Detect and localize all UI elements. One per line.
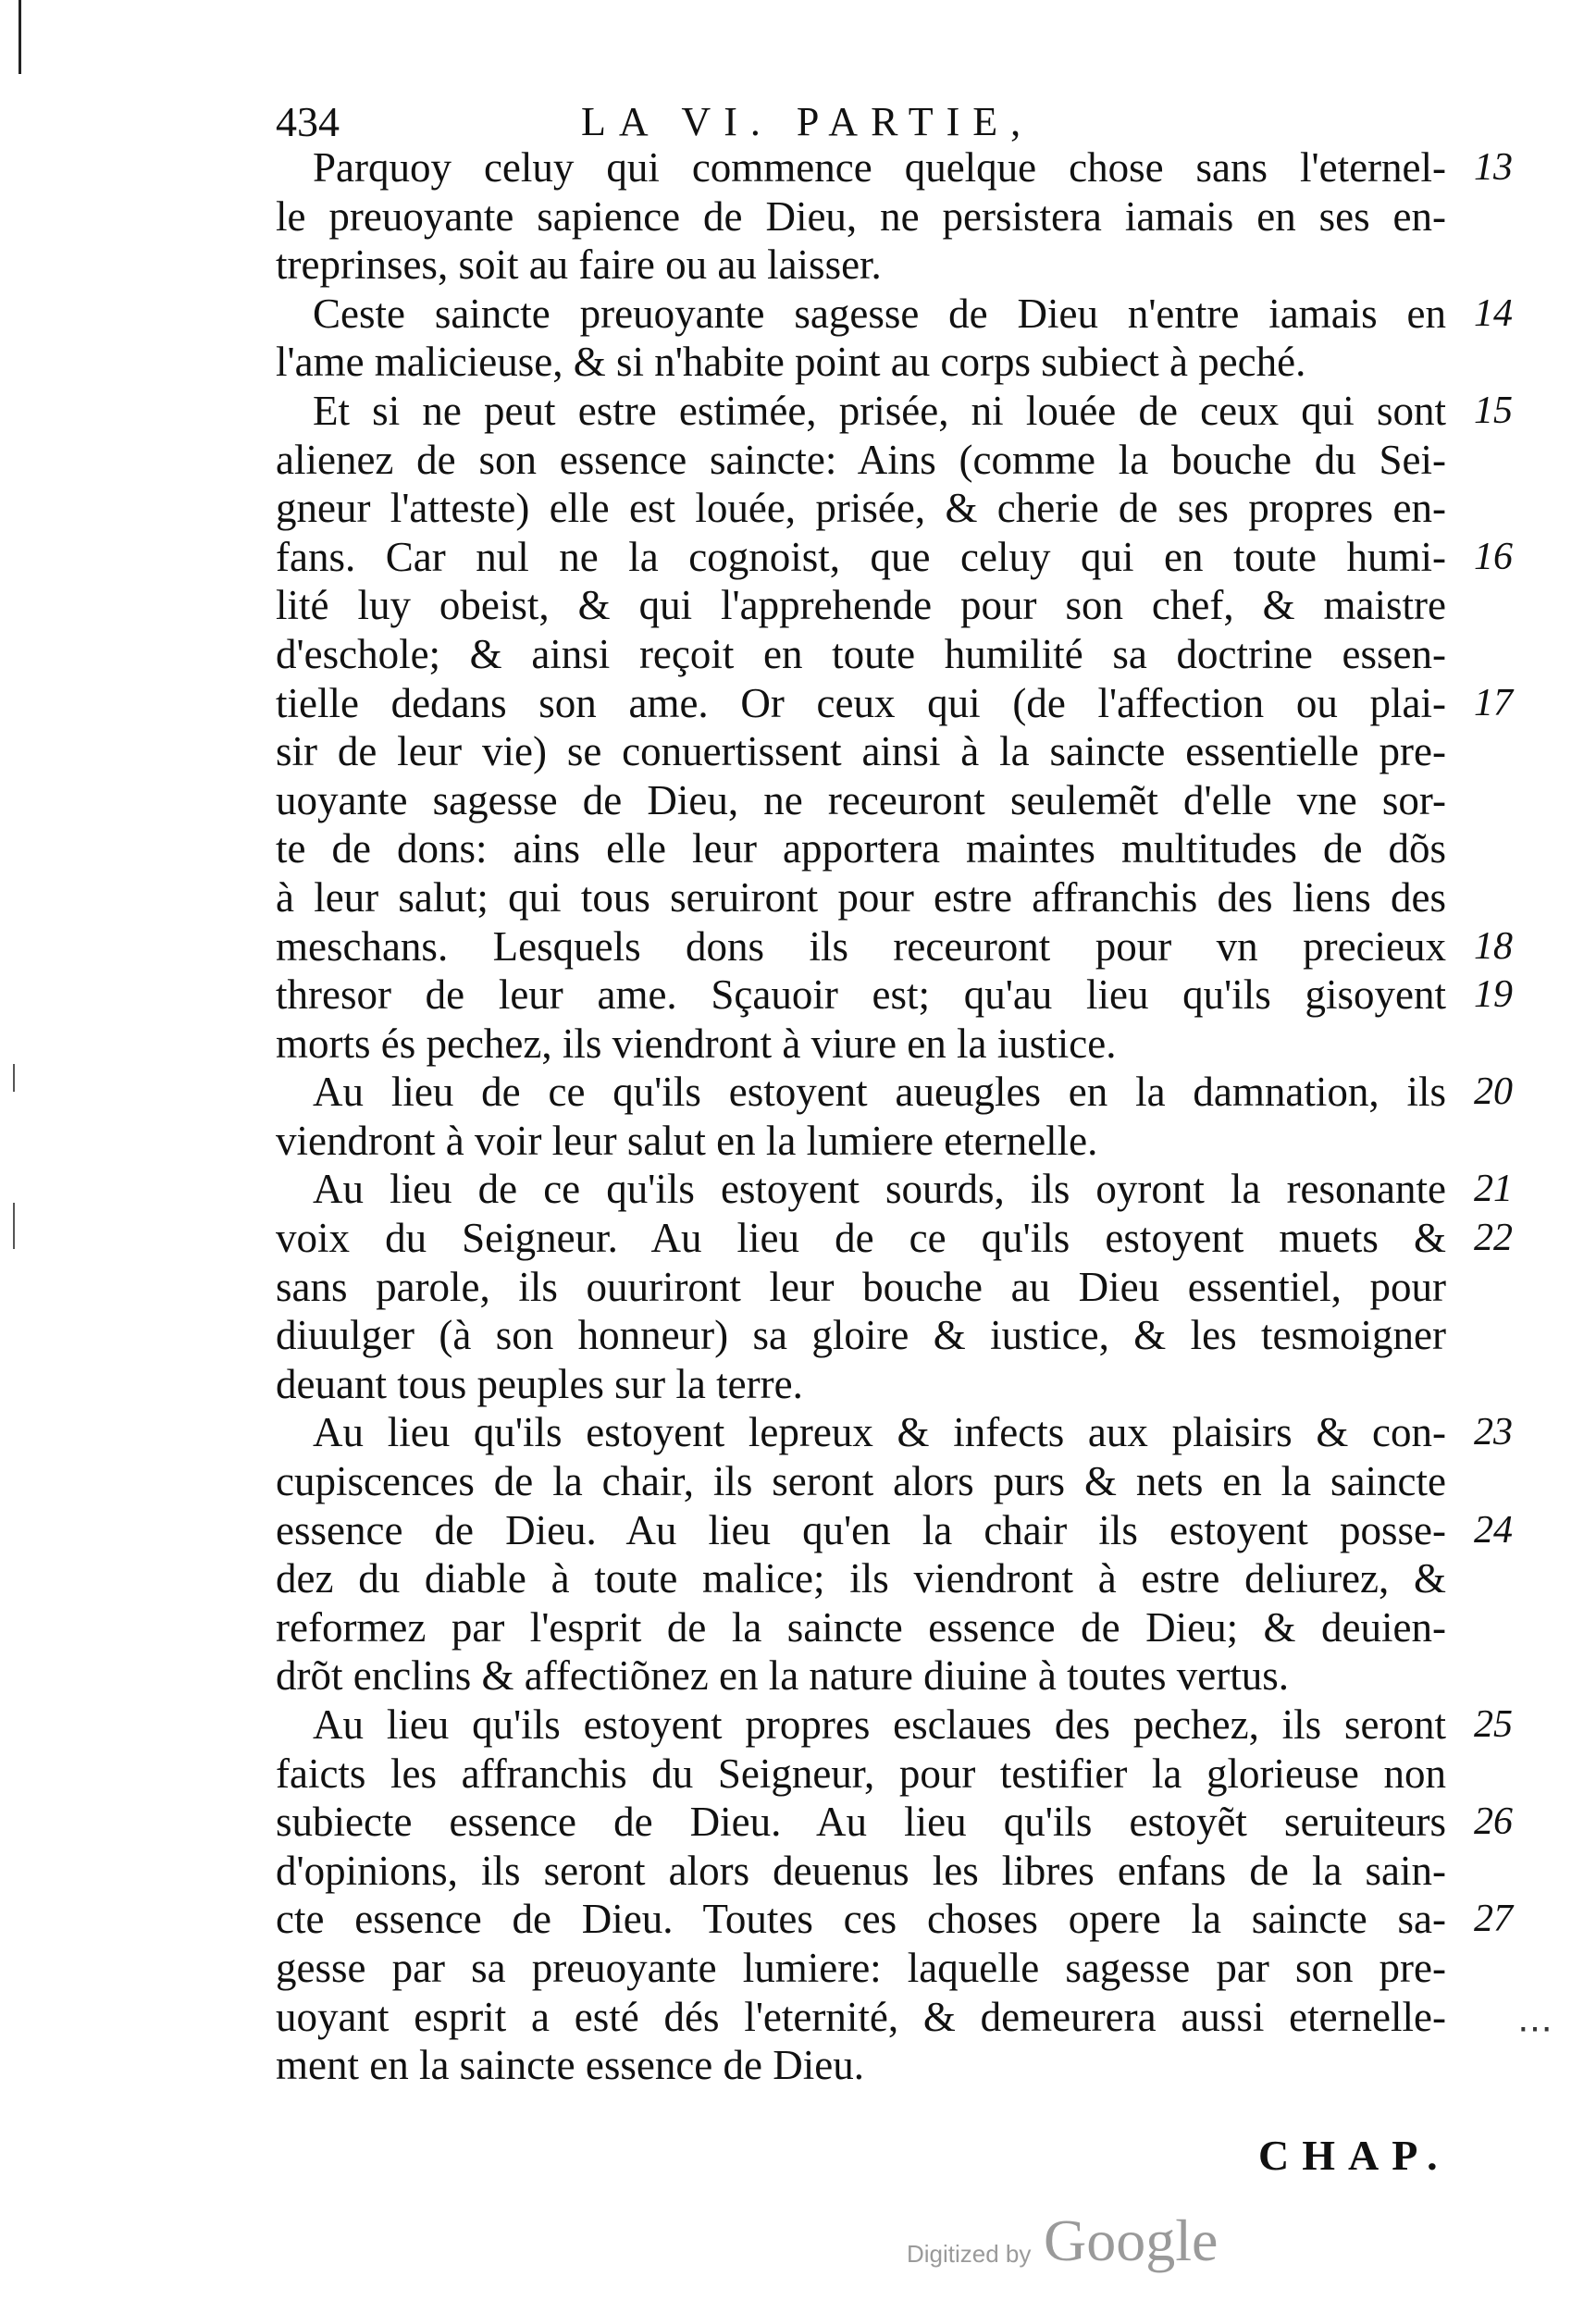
text-line — [276, 727, 1469, 776]
line-text: Et si ne peut estre estimée, prisée, ni louée de ceux qui sont — [313, 387, 1446, 434]
line-text: viendront à voir leur salut en la lumiere eternelle. — [276, 1117, 1098, 1164]
verse-number: 17 — [1474, 681, 1513, 724]
margin-mark — [13, 1064, 15, 1092]
line-text: reformez par l'esprit de la saincte essence de Dieu; & deuien- — [276, 1603, 1446, 1651]
text-line — [276, 1506, 1513, 1555]
google-logo: Google — [1044, 2208, 1219, 2273]
text-line — [276, 1263, 1469, 1312]
text-line — [276, 1020, 1469, 1069]
text-line — [276, 824, 1469, 873]
text-line — [276, 1117, 1469, 1166]
text-line — [276, 679, 1513, 728]
line-text: Parquoy celuy qui commence quelque chose sans l'eternel- — [313, 144, 1446, 191]
text-line — [276, 1068, 1513, 1117]
line-text: ment en la saincte essence de Dieu. — [276, 2042, 864, 2089]
verse-number: 19 — [1474, 973, 1513, 1017]
stray-ink-mark: ⋯ — [1517, 2010, 1553, 2048]
line-text: alienez de son essence saincte: Ains (comme la bouche du Sei- — [276, 436, 1446, 483]
line-text: le preuoyante sapience de Dieu, ne persistera iamais en ses en- — [276, 192, 1446, 240]
text-line — [276, 436, 1469, 485]
verse-number: 26 — [1474, 1800, 1513, 1844]
verse-number: 23 — [1474, 1411, 1513, 1454]
line-text: diuulger (à son honneur) sa gloire & iustice, & les tesmoigner — [276, 1312, 1446, 1359]
text-line — [276, 922, 1513, 971]
text-line — [276, 2041, 1469, 2090]
verse-number: 27 — [1474, 1898, 1513, 1941]
text-line — [276, 1554, 1469, 1603]
verse-number: 18 — [1474, 924, 1513, 968]
line-text: Au lieu qu'ils estoyent propres esclaues des pechez, ils seront — [313, 1701, 1446, 1748]
line-text: thresor de leur ame. Sçauoir est; qu'au lieu qu'ils gisoyent — [276, 971, 1446, 1019]
line-text: cupiscences de la chair, ils seront alors purs & nets en la saincte — [276, 1458, 1446, 1505]
line-text: Au lieu qu'ils estoyent lepreux & infects aux plaisirs & con- — [313, 1409, 1446, 1456]
text-line — [276, 1750, 1469, 1799]
line-text: uoyant esprit a esté dés l'eternité, & demeurera aussi eternelle- — [276, 1993, 1446, 2040]
text-line — [276, 1360, 1469, 1409]
line-text: sans parole, ils ouuriront leur bouche au Dieu essentiel, pour — [276, 1263, 1446, 1310]
line-text: lité luy obeist, & qui l'apprehende pour son chef, & maistre — [276, 582, 1446, 629]
running-head — [276, 94, 1469, 150]
verse-number: 16 — [1474, 535, 1513, 578]
text-line — [276, 1895, 1513, 1944]
text-line — [276, 1847, 1469, 1896]
verse-number: 15 — [1474, 389, 1513, 432]
verse-number: 21 — [1474, 1168, 1513, 1211]
line-text: Au lieu de ce qu'ils estoyent sourds, ils oyront la resonante — [313, 1166, 1446, 1213]
line-text: à leur salut; qui tous seruiront pour estre affranchis des liens des — [276, 873, 1446, 921]
text-line — [276, 1408, 1513, 1457]
text-line — [276, 1457, 1469, 1506]
text-line — [276, 290, 1513, 339]
text-line — [276, 1651, 1469, 1701]
line-text: fans. Car nul ne la cognoist, que celuy qui en toute humi- — [276, 533, 1446, 580]
line-text: treprinses, soit au faire ou au laisser. — [276, 241, 882, 289]
text-line — [276, 338, 1469, 387]
line-text: Au lieu de ce qu'ils estoyent aueugles en la damnation, ils — [313, 1069, 1446, 1116]
text-line — [276, 143, 1513, 192]
line-text: l'ame malicieuse, & si n'habite point au corps subiect à peché. — [276, 339, 1306, 386]
line-text: gesse par sa preuoyante lumiere: laquelle sagesse par son pre- — [276, 1944, 1446, 1991]
line-text: uoyante sagesse de Dieu, ne receuront seulemẽt d'elle vne sor- — [276, 776, 1446, 823]
text-line — [276, 776, 1469, 825]
text-line — [276, 1603, 1469, 1652]
verse-number: 24 — [1474, 1508, 1513, 1552]
line-text: te de dons: ains elle leur apportera maintes multitudes de dõs — [276, 825, 1446, 872]
line-text: d'eschole; & ainsi reçoit en toute humilité sa doctrine essen- — [276, 630, 1446, 677]
scan-edge-mark — [19, 0, 21, 74]
digitizer-label: Digitized by — [907, 2240, 1032, 2268]
text-line — [276, 387, 1513, 436]
line-text: gneur l'atteste) elle est louée, prisée, & cherie de ses propres en- — [276, 485, 1446, 532]
text-line — [276, 1944, 1469, 1993]
text-line — [276, 533, 1513, 582]
line-text: sir de leur vie) se conuertissent ainsi à la saincte essentielle pre- — [276, 728, 1446, 775]
verse-number: 13 — [1474, 146, 1513, 189]
text-line — [276, 873, 1469, 922]
line-text: d'opinions, ils seront alors deuenus les libres enfans de la sain- — [276, 1847, 1446, 1894]
page-number: 434 — [276, 98, 340, 145]
text-line — [276, 1311, 1469, 1360]
margin-mark — [13, 1203, 15, 1249]
verse-number: 25 — [1474, 1703, 1513, 1746]
text-line — [276, 1701, 1513, 1750]
line-text: deuant tous peuples sur la terre. — [276, 1360, 803, 1407]
verse-number: 20 — [1474, 1070, 1513, 1114]
line-text: drõt enclins & affectiõnez en la nature diuine à toutes vertus. — [276, 1652, 1290, 1700]
catchword: CHAP. — [1258, 2132, 1451, 2179]
line-text: essence de Dieu. Au lieu qu'en la chair ils estoyent posse- — [276, 1506, 1446, 1553]
page-body-text — [276, 143, 1513, 2090]
text-line — [276, 192, 1469, 241]
text-line — [276, 1993, 1469, 2042]
text-line — [276, 971, 1513, 1020]
line-text: meschans. Lesquels dons ils receuront pour vn precieux — [276, 922, 1446, 970]
line-text: voix du Seigneur. Au lieu de ce qu'ils estoyent muets & — [276, 1215, 1446, 1262]
line-text: morts és pechez, ils viendront à viure en la iustice. — [276, 1020, 1117, 1067]
line-text: Ceste saincte preuoyante sagesse de Dieu n'entre iamais en — [313, 290, 1446, 337]
header-title: LA VI. PARTIE, — [581, 99, 1034, 144]
text-line — [276, 1165, 1513, 1214]
text-line — [276, 581, 1469, 630]
line-text: cte essence de Dieu. Toutes ces choses opere la saincte sa- — [276, 1896, 1446, 1943]
line-text: subiecte essence de Dieu. Au lieu qu'ils estoyẽt seruiteurs — [276, 1799, 1446, 1846]
verse-number: 22 — [1474, 1217, 1513, 1260]
text-line — [276, 630, 1469, 679]
text-line — [276, 241, 1469, 290]
line-text: dez du diable à toute malice; ils viendront à estre deliurez, & — [276, 1555, 1446, 1602]
line-text: faicts les affranchis du Seigneur, pour testifier la glorieuse non — [276, 1750, 1446, 1797]
line-text: tielle dedans son ame. Or ceux qui (de l'affection ou plai- — [276, 679, 1446, 726]
text-line — [276, 1214, 1513, 1263]
text-line — [276, 484, 1469, 533]
text-line — [276, 1798, 1513, 1847]
verse-number: 14 — [1474, 291, 1513, 335]
